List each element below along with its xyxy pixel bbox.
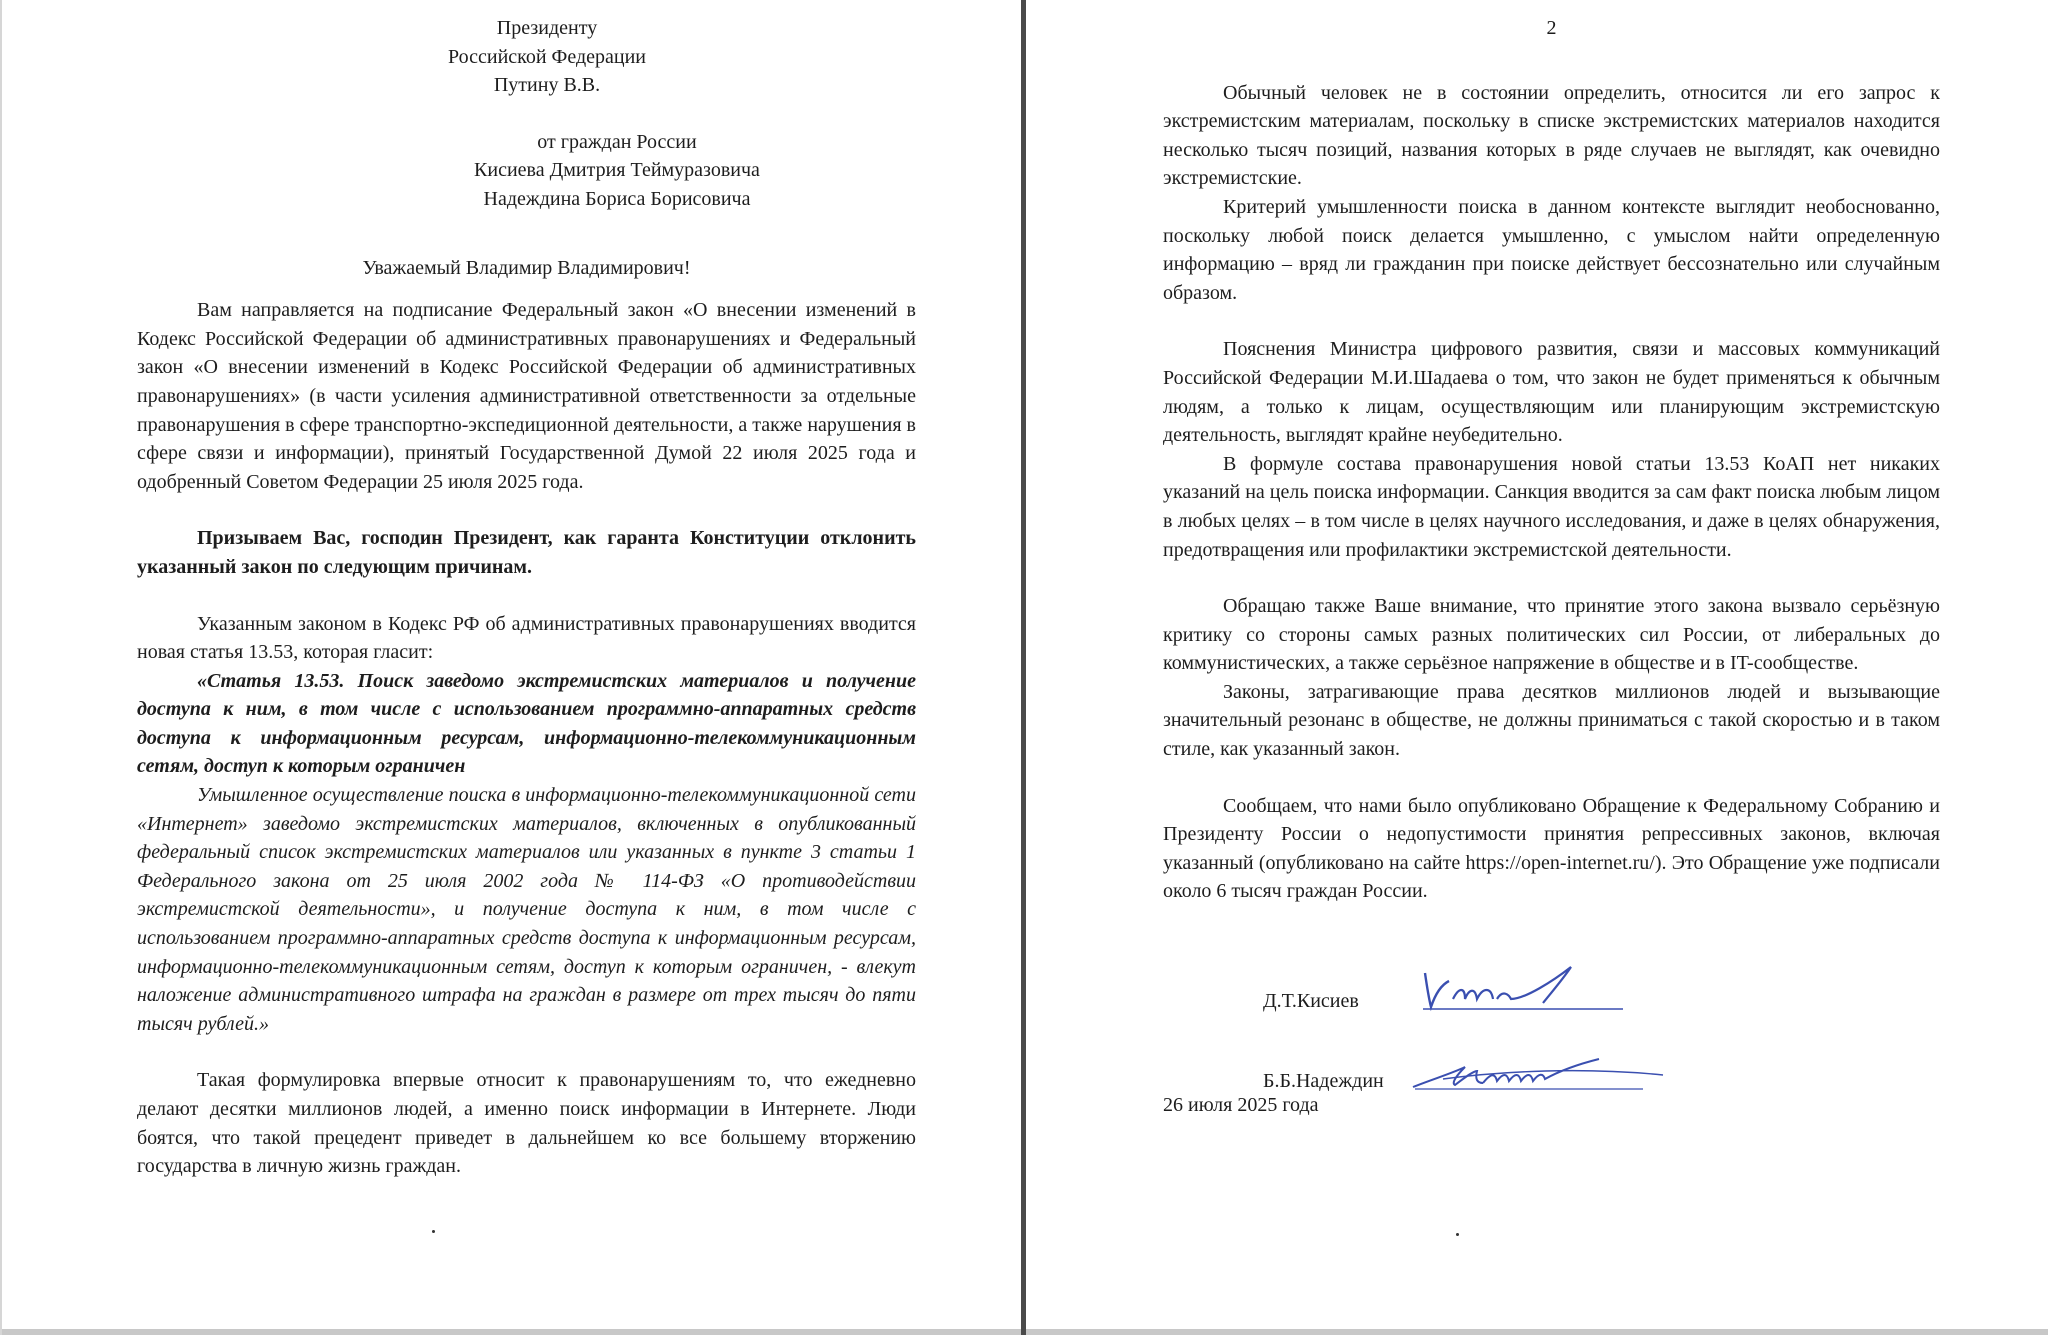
addressee-line-1: Президенту [496, 17, 598, 39]
paragraph-intent-criterion: Критерий умышленности поиска в данном контексте выглядит необоснованно, поскольку любой поиск делается умышленно, с умыслом найти определенную информацию – вряд ли гражданин при поиске действует бессознательно или случайным образом. [1163, 195, 1940, 304]
paragraph-new-article: Указанным законом в Кодекс РФ об административных правонарушениях вводится новая статья 13.53, которая гласит: [137, 612, 916, 664]
page-edge [1026, 1329, 2048, 1335]
addressee-line-3: Путину В.В. [493, 74, 601, 97]
paragraph-ordinary-person: Обычный человек не в состоянии определить, относится ли его запрос к экстремистским материалам, поскольку в списке экстремистских материалов находится несколько тысяч позиций, названия которых в ряде случаев не выглядят, как очевидно экстремистские. [1163, 81, 1940, 190]
paragraph-laws: Законы, затрагивающие права десятков миллионов людей и вызывающие значительный резонанс в обществе, не должны приниматься с такой скоростью и в таком стиле, как указанный закон. [1163, 680, 1940, 761]
article-title: «Статья 13.53. Поиск заведомо экстремистских материалов и получение доступа к ним, в том числе с использованием программно-аппаратных средств доступа к информационным ресурсам, информационно-телекоммуникационным сетям, доступ к которым ограничен [137, 669, 916, 778]
signatures-block [1263, 955, 1823, 1093]
signer-1-name: Д.Т.Кисиев [1263, 990, 1359, 1012]
salutation: Уважаемый Владимир Владимирович! [362, 256, 691, 279]
paragraph-consequences: Такая формулировка впервые относит к правонарушениям то, что ежедневно делают десятки миллионов людей, а именно поиск информации в Интернете. Люди боятся, что такой прецедент приведет в дальнейшем ко все большему вторжению государства в личную жизнь граждан. [137, 1069, 916, 1178]
signature-2-image [1403, 1049, 1683, 1099]
addressee-line-2: Российской Федерации [447, 45, 647, 68]
sender-line-1: от граждан России [537, 130, 697, 153]
signature-row-2 [1263, 1035, 1823, 1093]
letter-date: 26 июля 2025 года [1163, 1094, 1319, 1116]
sender-line-2: Кисиева Дмитрия Теймуразовича [474, 159, 760, 182]
signature-row-1 [1263, 955, 1823, 1013]
article-body: Умышленное осуществление поиска в информационно-телекоммуникационной сети «Интернет» заведомо экстремистских материалов, включенных в опубликованный федеральный список экстремистских материалов или указанных в пункте 3 статьи 1 Федерального закона от 25 июля 2002 года № 114-ФЗ «О противодействии экстремистской деятельности», и получение доступа к ним, в том числе с использованием программно-аппаратных средств доступа к информационным ресурсам, информационно-телекоммуникационным сетям, доступ к которым ограничен, - влекут наложение административного штрафа на граждан в размере от трех тысяч до пяти тысяч рублей.» [137, 784, 916, 1035]
paragraph-criticism: Обращаю также Ваше внимание, что принятие этого закона вызвало серьёзную критику со стороны самых разных политических сил России, от либеральных до коммунистических, а также серьёзное напряжение в обществе и в IT-сообществе. [1163, 595, 1940, 675]
paragraph-intro: Вам направляется на подписание Федеральный закон «О внесении изменений в Кодекс Российской Федерации об административных правонарушениях и Федеральный закон «О внесении изменений в Кодекс Российской Федерации об административных правонарушениях» (в части усиления административной ответственности за отдельные правонарушения в сфере транспортно-экспедиционной деятельности, а также нарушения в сфере связи и информации), принятый Государственной Думой 22 июля 2025 года и одобренный Советом Федерации 25 июля 2025 года. [137, 299, 916, 493]
page-number: 2 [1546, 17, 1557, 39]
page-2-content [1163, 14, 1940, 906]
paragraph-formula: В формуле состава правонарушения новой статьи 13.53 КоАП нет никаких указаний на цель поиска информации. Санкция вводится за сам факт поиска любым лицом в любых целях – в том числе в целях научного исследования, и даже в целях обнаружения, предотвращения или профилактики экстремистской деятельности. [1163, 452, 1940, 561]
page-edge [2, 1329, 1021, 1335]
page-1 [2, 0, 1021, 1335]
sender-block [417, 128, 817, 214]
page-1-content [137, 14, 916, 1181]
page-2 [1026, 0, 2048, 1335]
paragraph-publication: Сообщаем, что нами было опубликовано Обращение к Федеральному Собранию и Президенту России о недопустимости принятия репрессивных законов, включая указанный (опубликовано на сайте https://open-internet.ru/). Это Обращение уже подписали около 6 тысяч граждан России. [1163, 794, 1940, 903]
scan-speck [1456, 1233, 1459, 1236]
sender-line-3: Надеждина Бориса Борисовича [483, 187, 751, 210]
signer-2-name: Б.Б.Надеждин [1263, 1070, 1384, 1092]
scan-speck [432, 1230, 435, 1233]
paragraph-minister: Пояснения Министра цифрового развития, связи и массовых коммуникаций Российской Федерации М.И.Шадаева о том, что закон не будет применяться к обычным людям, а только к лицам, осуществляющим или планирующим экстремистскую деятельность, выглядят крайне неубедительно. [1163, 338, 1940, 447]
signature-1-image [1413, 959, 1633, 1019]
appeal-paragraph: Призываем Вас, господин Президент, как гаранта Конституции отклонить указанный закон по следующим причинам. [137, 527, 916, 578]
addressee-block [337, 14, 757, 100]
